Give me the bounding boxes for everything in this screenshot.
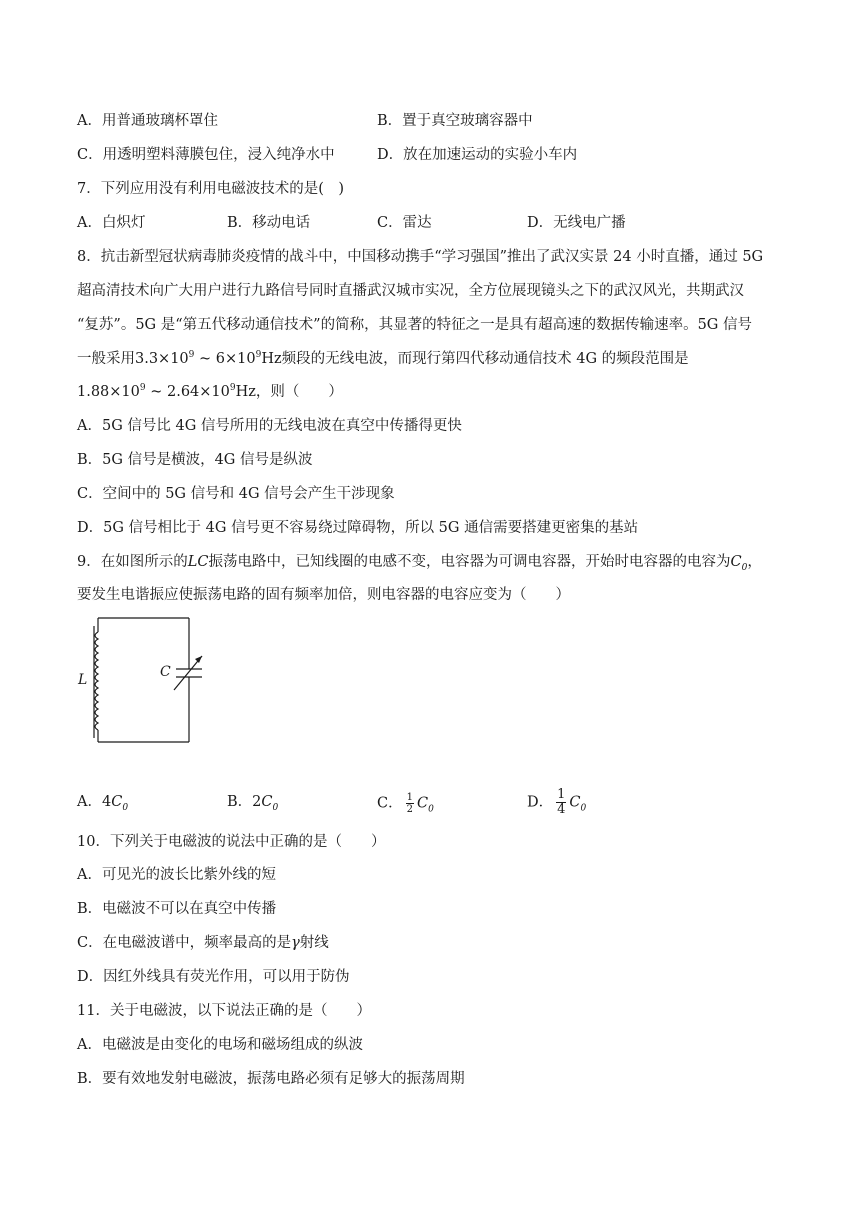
q10-option-c-post: 射线 <box>299 935 329 951</box>
q9-line-2: 要发生电谐振应使振荡电路的固有频率加倍，则电容器的电容应变为（ ） <box>77 587 570 603</box>
q8-exp: 9 <box>139 383 146 394</box>
q9-option-b-prefix: B． <box>227 794 253 810</box>
q9-line1-end: ， <box>747 554 762 570</box>
q9-option-c <box>377 792 434 819</box>
q8-line-4 <box>77 349 689 369</box>
q9-var-sub: 0 <box>122 802 129 813</box>
q8-range-5g-low: 3.3×10 <box>135 351 189 367</box>
q10-option-c-pre: C．在电磁波谱中，频率最高的是 <box>77 935 292 951</box>
q10-stem: 10．下列关于电磁波的说法中正确的是（ ） <box>77 834 386 850</box>
q10-option-b: B．电磁波不可以在真空中传播 <box>77 901 277 917</box>
q9-option-d-prefix: D． <box>527 794 554 811</box>
q8-line-3: “复苏”。5G 是“第五代移动通信技术”的简称，其显著的特征之一是具有超高速的数据传输速率。5G 信号 <box>77 317 752 333</box>
q8-range-5g-high: ~ 6×10 <box>194 351 256 367</box>
q11-stem: 11．关于电磁波，以下说法正确的是（ ） <box>77 1003 371 1019</box>
q9-option-a <box>77 792 128 818</box>
q9-var-sub: 0 <box>272 802 279 813</box>
q8-exp: 9 <box>188 350 195 361</box>
lc-circuit-diagram <box>74 612 204 752</box>
q11-option-b: B．要有效地发射电磁波，振荡电路必须有足够大的振荡周期 <box>77 1071 465 1087</box>
q10-option-a: A．可见光的波长比紫外线的短 <box>77 867 276 883</box>
q8-option-b: B．5G 信号是横波，4G 信号是纵波 <box>77 452 313 468</box>
q9-var: C <box>261 794 273 810</box>
q8-unit: Hz <box>261 351 282 367</box>
q8-line-1: 8．抗击新型冠状病毒肺炎疫情的战斗中，中国移动携手“学习强国”推出了武汉实景 24 小时直播，通过 5G <box>77 249 764 265</box>
q9-option-d <box>527 788 586 818</box>
q9-option-d-num: 1 <box>557 787 566 802</box>
q7-option-c: C．雷达 <box>377 215 432 231</box>
q7-option-d: D．无线电广播 <box>527 215 626 231</box>
q8-option-c: C．空间中的 5G 信号和 4G 信号会产生干涉现象 <box>77 486 395 502</box>
q6-option-d: D．放在加速运动的实验小车内 <box>377 147 578 163</box>
q8-line-2: 超高清技术向广大用户进行九路信号同时直播武汉城市实况，全方位展现镜头之下的武汉风光，共期武汉 <box>77 283 744 299</box>
q9-line1-mid: 振荡电路中，已知线圈的电感不变，电容器为可调电容器，开始时电容器的电容为 <box>208 554 731 570</box>
q9-c0: C <box>730 554 742 570</box>
q9-lc: LC <box>187 554 209 570</box>
q6-option-b: B．置于真空玻璃容器中 <box>377 113 533 129</box>
q9-option-a-prefix: A． <box>77 794 102 810</box>
q8-line4-post: 频段的无线电波，而现行第四代移动通信技术 4G 的频段范围是 <box>281 351 689 367</box>
q7-option-a: A．白炽灯 <box>77 215 146 231</box>
q9-line-1 <box>77 552 762 578</box>
q9-option-c-num: 1 <box>406 792 413 803</box>
q9-var: C <box>111 794 123 810</box>
q6-option-a: A．用普通玻璃杯罩住 <box>77 113 218 129</box>
q8-option-d: D．5G 信号相比于 4G 信号更不容易绕过障碍物，所以 5G 通信需要搭建更密集的基站 <box>77 520 639 536</box>
variable-arrow-head <box>195 656 202 663</box>
q9-var: C <box>569 794 581 811</box>
q7-stem: 7．下列应用没有利用电磁波技术的是( ) <box>77 181 345 197</box>
q10-gamma: γ <box>291 935 300 951</box>
q8-range-4g-low: 1.88×10 <box>77 384 140 400</box>
q8-unit: Hz <box>235 384 256 400</box>
q8-line-5 <box>77 382 343 402</box>
q10-option-c <box>77 933 329 953</box>
q11-option-a: A．电磁波是由变化的电场和磁场组成的纵波 <box>77 1037 363 1053</box>
q9-option-c-den: 2 <box>406 804 413 815</box>
q8-line4-pre: 一般采用 <box>77 351 135 367</box>
q9-option-c-prefix: C． <box>377 795 403 812</box>
q10-option-d: D．因红外线具有荧光作用，可以用于防伪 <box>77 969 350 985</box>
q9-option-b <box>227 792 278 818</box>
q8-option-a: A．5G 信号比 4G 信号所用的无线电波在真空中传播得更快 <box>77 418 462 434</box>
q9-var-sub: 0 <box>428 804 434 815</box>
q9-option-a-coef: 4 <box>101 794 112 810</box>
q9-option-d-den: 4 <box>557 802 566 817</box>
inductor-coil <box>95 632 98 730</box>
q8-line5-post: ，则（ ） <box>255 384 343 400</box>
q7-option-b: B．移动电话 <box>227 215 311 231</box>
q9-line1-pre: 9．在如图所示的 <box>77 554 188 570</box>
q6-option-c: C．用透明塑料薄膜包住，浸入纯净水中 <box>77 147 335 163</box>
q8-range-4g-high: ~ 2.64×10 <box>145 384 230 400</box>
q9-option-b-coef: 2 <box>252 794 262 810</box>
q8-exp: 9 <box>229 383 236 394</box>
q9-var: C <box>416 795 429 812</box>
q9-var-sub: 0 <box>580 803 587 814</box>
q9-c0-sub: 0 <box>741 562 748 573</box>
q8-exp: 9 <box>255 350 262 361</box>
capacitor-label: C <box>160 664 171 680</box>
inductor-label: L <box>78 672 88 688</box>
